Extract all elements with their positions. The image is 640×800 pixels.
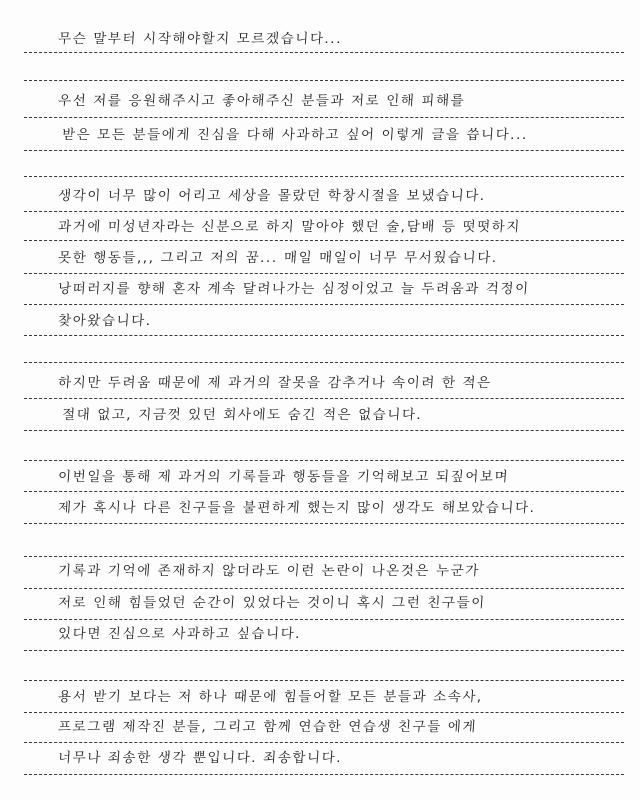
ruled-line bbox=[24, 80, 624, 81]
ruled-line bbox=[24, 491, 624, 492]
ruled-line bbox=[24, 211, 624, 212]
ruled-line bbox=[24, 650, 624, 651]
letter-line: 받은 모든 분들에게 진심을 다해 사과하고 싶어 이렇게 글을 씁니다... bbox=[61, 127, 529, 143]
ruled-line bbox=[24, 712, 624, 713]
letter-line: 우선 저를 응원해주시고 좋아해주신 분들과 저로 인해 피해를 bbox=[57, 93, 466, 109]
ruled-line bbox=[24, 362, 624, 363]
ruled-line bbox=[24, 588, 624, 589]
ruled-line bbox=[24, 460, 624, 461]
ruled-line bbox=[24, 619, 624, 620]
ruled-line bbox=[24, 240, 624, 241]
ruled-line bbox=[24, 335, 624, 336]
ruled-line bbox=[24, 774, 624, 775]
ruled-line bbox=[24, 176, 624, 177]
letter-line: 하지만 두려움 때문에 제 과거의 잘못을 감추거나 속이려 한 적은 bbox=[57, 375, 493, 391]
letter-line: 제가 혹시나 다른 친구들을 불편하게 했는지 많이 생각도 해보았습니다. bbox=[57, 500, 537, 516]
ruled-line bbox=[24, 556, 624, 557]
ruled-line bbox=[24, 398, 624, 399]
letter-line: 용서 받기 보다는 저 하나 때문에 힘들어할 모든 분들과 소속사, bbox=[57, 689, 484, 705]
letter-line: 저로 인해 힘들었던 순간이 있었다는 것이니 혹시 그런 친구들이 bbox=[57, 595, 487, 611]
ruled-line bbox=[24, 273, 624, 274]
ruled-line bbox=[24, 150, 624, 151]
letter-line: 이번일을 통해 제 과거의 기록들과 행동들을 기억해보고 되짚어보며 bbox=[57, 469, 510, 485]
letter-line: 과거에 미성년자라는 신분으로 하지 말아야 했던 술,담배 등 떳떳하지 bbox=[57, 219, 522, 235]
ruled-line bbox=[24, 523, 624, 524]
letter-line: 낭떠러지를 향해 혼자 계속 달려나가는 심정이었고 늘 두려움과 걱정이 bbox=[57, 281, 531, 297]
ruled-line bbox=[24, 680, 624, 681]
ruled-line bbox=[24, 742, 624, 743]
letter-line: 절대 없고, 지금껏 있던 회사에도 숨긴 적은 없습니다. bbox=[61, 407, 424, 423]
letter-line: 너무나 죄송한 생각 뿐입니다. 죄송합니다. bbox=[57, 750, 343, 766]
ruled-line bbox=[24, 52, 624, 53]
letter-line: 못한 행동들,,, 그리고 저의 꿈... 매일 매일이 너무 무서웠습니다. bbox=[57, 250, 499, 266]
letter-line: 기록과 기억에 존재하지 않더라도 이런 논란이 나온것은 누군가 bbox=[57, 563, 481, 579]
ruled-line bbox=[24, 430, 624, 431]
letter-line: 생각이 너무 많이 어리고 세상을 몰랐던 학창시절을 보냈습니다. bbox=[57, 188, 487, 204]
ruled-line bbox=[24, 304, 624, 305]
letter-line: 무슨 말부터 시작해야할지 모르겠습니다... bbox=[57, 31, 343, 47]
ruled-line bbox=[24, 117, 624, 118]
letter-line: 프로그램 제작진 분들, 그리고 함께 연습한 연습생 친구들 에게 bbox=[57, 719, 478, 735]
letter-line: 있다면 진심으로 사과하고 싶습니다. bbox=[57, 626, 302, 642]
letter-line: 찾아왔습니다. bbox=[57, 313, 153, 329]
